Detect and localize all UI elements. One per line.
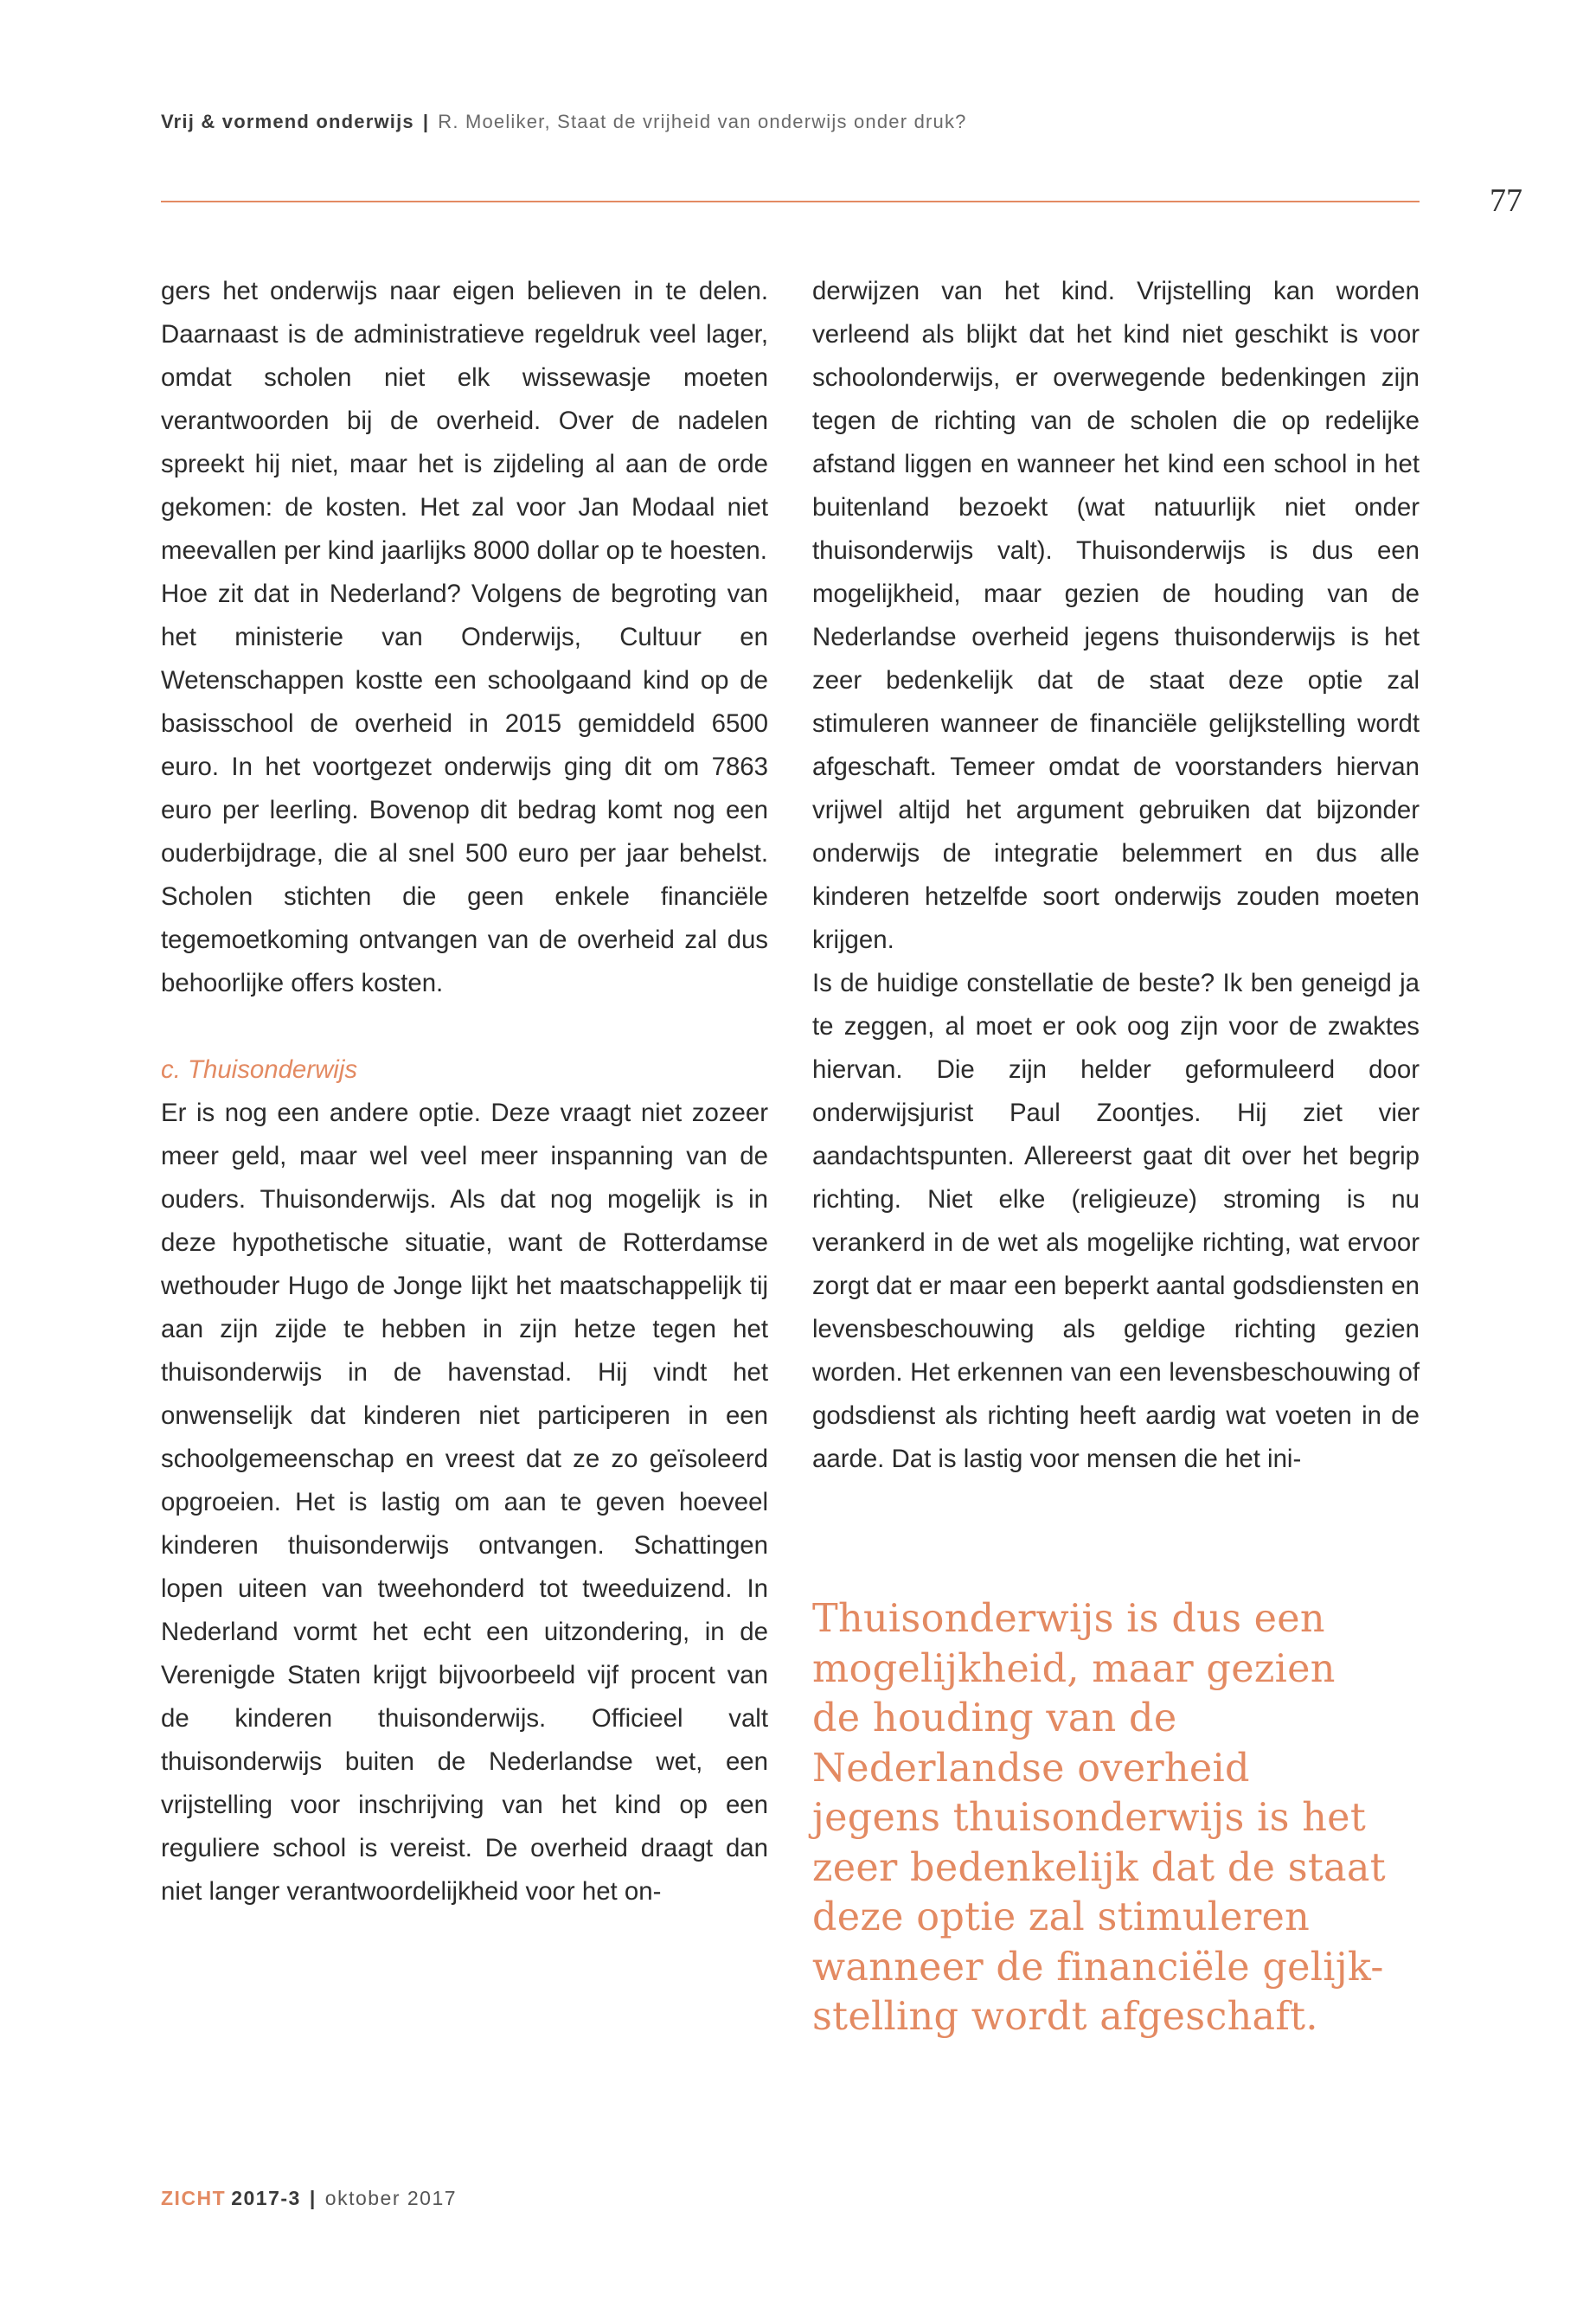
running-footer: [161, 2187, 457, 2210]
footer-date: oktober 2017: [324, 2187, 458, 2209]
paragraph-gap: [161, 1005, 768, 1048]
left-paragraph-3: Er is nog een andere optie. Deze vraagt niet zozeer meer geld, maar wel veel meer inspanning van de ouders. Thuisonderwijs. Als dat nog mogelijk is in deze hypothetische situatie, want de Rotterdamse wethouder Hugo de Jonge lijkt het maatschappelijk tij aan zijn zijde te hebben in zijn hetze tegen het thuisonderwijs in de havenstad. Hij vindt het onwenselijk dat kinderen niet participeren in een schoolgemeenschap en vreest dat ze zo geïsoleerd opgroeien. Het is lastig om aan te geven hoeveel kinderen thuisonderwijs ontvangen. Schattingen lopen uiteen van tweehonderd tot tweeduizend. In Nederland vormt het echt een uitzondering, in de Verenigde Staten krijgt bijvoorbeeld vijf procent van de kinderen thuisonderwijs. Officieel valt thuisonderwijs buiten de Nederlandse wet, een vrijstelling voor inschrijving van het kind op een reguliere school is vereist. De overheid draagt dan niet langer verantwoordelijkheid voor het on-: [161, 1099, 768, 1906]
left-column: [161, 270, 768, 1913]
footer-issue: 2017-3: [231, 2187, 301, 2209]
header-rule: [161, 201, 1420, 202]
left-paragraph-1: gers het onderwijs naar eigen believen in te delen. Daarnaast is de administratieve regeldruk veel lager, omdat scholen niet elk wissewasje moeten verantwoorden bij de overheid. Over de nadelen spreekt hij niet, maar het is zijdeling al aan de orde gekomen: de kosten. Het zal voor Jan Modaal niet meevallen per kind jaarlijks 8000 dollar op te hoesten.: [161, 277, 768, 565]
pull-quote-line: jegens thuisonderwijs is het: [812, 1796, 1367, 1840]
pull-quote-line: zeer bedenkelijk dat de staat: [812, 1845, 1386, 1890]
header-separator: |: [422, 111, 430, 132]
pull-quote: [812, 1594, 1418, 2042]
pull-quote-line: mogelijkheid, maar gezien: [812, 1646, 1336, 1691]
page-number: 77: [1490, 183, 1522, 219]
pull-quote-line: stelling wordt afgeschaft.: [812, 1995, 1318, 2039]
header-section-title: Vrij & vormend onderwijs: [161, 111, 414, 132]
right-paragraph-2: Is de huidige constellatie de beste? Ik ben geneigd ja te zeggen, al moet er ook oog zijn voor de zwaktes hiervan. Die zijn helder geformuleerd door onderwijsjurist Paul Zoontjes. Hij ziet vier aandachtspunten. Allereerst gaat dit over het begrip richting. Niet elke (religieuze) stroming is nu verankerd in de wet als mogelijke richting, wat ervoor zorgt dat er maar een beperkt aantal godsdiensten en levensbeschouwing als geldige richting gezien worden. Het erkennen van een levensbeschouwing of godsdienst als richting heeft aardig wat voeten in de aarde. Dat is lastig voor mensen die het ini-: [812, 969, 1420, 1473]
section-subheading: c. Thuisonderwijs: [161, 1055, 358, 1084]
right-column: [812, 270, 1420, 1481]
pull-quote-line: Thuisonderwijs is dus een: [812, 1597, 1325, 1641]
pull-quote-line: wanneer de financiële gelijk-: [812, 1945, 1384, 1990]
running-header: [161, 111, 1424, 133]
pull-quote-line: Nederlandse overheid: [812, 1746, 1250, 1791]
footer-brand: ZICHT: [161, 2187, 227, 2209]
right-paragraph-1: derwijzen van het kind. Vrijstelling kan worden verleend als blijkt dat het kind niet geschikt is voor schoolonderwijs, er overwegende bedenkingen zijn tegen de richting van de scholen die op redelijke afstand liggen en wanneer het kind een school in het buitenland bezoekt (wat natuurlijk niet onder thuisonderwijs valt). Thuisonderwijs is dus een mogelijkheid, maar gezien de houding van de Nederlandse overheid jegens thuisonderwijs is het zeer bedenkelijk dat de staat deze optie zal stimuleren wanneer de financiële gelijkstelling wordt afgeschaft. Temeer omdat de voorstanders hiervan vrijwel altijd het argument gebruiken dat bijzonder onderwijs de integratie belemmert en dus alle kinderen hetzelfde soort onderwijs zouden moeten krijgen.: [812, 277, 1420, 954]
header-article-title: R. Moeliker, Staat de vrijheid van onderwijs onder druk?: [438, 111, 967, 132]
pull-quote-line: de houding van de: [812, 1696, 1177, 1740]
pull-quote-line: deze optie zal stimuleren: [812, 1895, 1311, 1939]
left-paragraph-2: Hoe zit dat in Nederland? Volgens de begroting van het ministerie van Onderwijs, Cultuur en Wetenschappen kostte een schoolgaand kind op de basisschool de overheid in 2015 gemiddeld 6500 euro. In het voortgezet onderwijs ging dit om 7863 euro per leerling. Bovenop dit bedrag komt nog een ouderbijdrage, die al snel 500 euro per jaar behelst. Scholen stichten die geen enkele financiële tegemoetkoming ontvangen van de overheid zal dus behoorlijke offers kosten.: [161, 580, 768, 997]
footer-separator: |: [309, 2187, 317, 2209]
